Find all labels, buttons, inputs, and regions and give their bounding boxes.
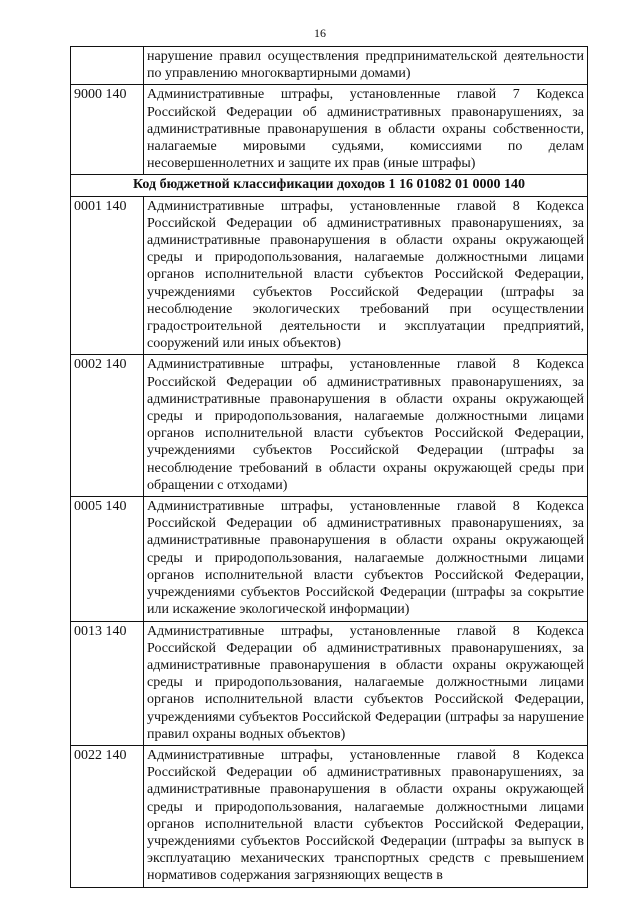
section-header-row: [71, 175, 588, 196]
row-code: 0002 140: [71, 355, 144, 497]
row-description: Административные штрафы, установленные главой 8 Кодекса Российской Федерации об административных правонарушениях, за административные правонарушения в области охраны окружающей среды и природопользования, налагаемые должностными лицами органов исполнительной власти субъектов Российской Федерации, учреждениями субъектов Российской Федерации (штрафы за выпуск в эксплуатацию механических транспортных средств с превышением нормативов содержания загрязняющих веществ в: [144, 745, 588, 887]
table-row: [71, 745, 588, 887]
budget-codes-table: [70, 46, 588, 888]
table-body: [71, 47, 588, 888]
table-row: [71, 355, 588, 497]
table-row: [71, 621, 588, 745]
table-row: [71, 47, 588, 85]
row-code: 9000 140: [71, 85, 144, 175]
row-code: [71, 47, 144, 85]
row-description: Административные штрафы, установленные главой 8 Кодекса Российской Федерации об административных правонарушениях, за административные правонарушения в области охраны окружающей среды и природопользования, налагаемые должностными лицами органов исполнительной власти субъектов Российской Федерации, учреждениями субъектов Российской Федерации (штрафы за нарушение правил охраны водных объектов): [144, 621, 588, 745]
row-code: 0001 140: [71, 196, 144, 355]
row-code: 0022 140: [71, 745, 144, 887]
page-number: 16: [314, 26, 326, 40]
row-code: 0013 140: [71, 621, 144, 745]
row-description: Административные штрафы, установленные главой 8 Кодекса Российской Федерации об административных правонарушениях, за административные правонарушения в области охраны окружающей среды и природопользования, налагаемые должностными лицами органов исполнительной власти субъектов Российской Федерации, учреждениями субъектов Российской Федерации (штрафы за несоблюдение экологических требований при осуществлении градостроительной деятельности и эксплуатации предприятий, сооружений или иных объектов): [144, 196, 588, 355]
row-description: нарушение правил осуществления предпринимательской деятельности по управлению многоквартирными домами): [144, 47, 588, 85]
row-code: 0005 140: [71, 497, 144, 621]
section-header: Код бюджетной классификации доходов 1 16 01082 01 0000 140: [71, 175, 588, 196]
row-description: Административные штрафы, установленные главой 7 Кодекса Российской Федерации об административных правонарушениях, за административные правонарушения в области охраны собственности, налагаемые мировыми судьями, комиссиями по делам несовершеннолетних и защите их прав (иные штрафы): [144, 85, 588, 175]
table-row: [71, 196, 588, 355]
table-row: [71, 497, 588, 621]
row-description: Административные штрафы, установленные главой 8 Кодекса Российской Федерации об административных правонарушениях, за административные правонарушения в области охраны окружающей среды и природопользования, налагаемые должностными лицами органов исполнительной власти субъектов Российской Федерации, учреждениями субъектов Российской Федерации (штрафы за несоблюдение требований в области охраны окружающей среды при обращении с отходами): [144, 355, 588, 497]
table-row: [71, 85, 588, 175]
row-description: Административные штрафы, установленные главой 8 Кодекса Российской Федерации об административных правонарушениях, за административные правонарушения в области охраны окружающей среды и природопользования, налагаемые должностными лицами органов исполнительной власти субъектов Российской Федерации, учреждениями субъектов Российской Федерации (штрафы за сокрытие или искажение экологической информации): [144, 497, 588, 621]
